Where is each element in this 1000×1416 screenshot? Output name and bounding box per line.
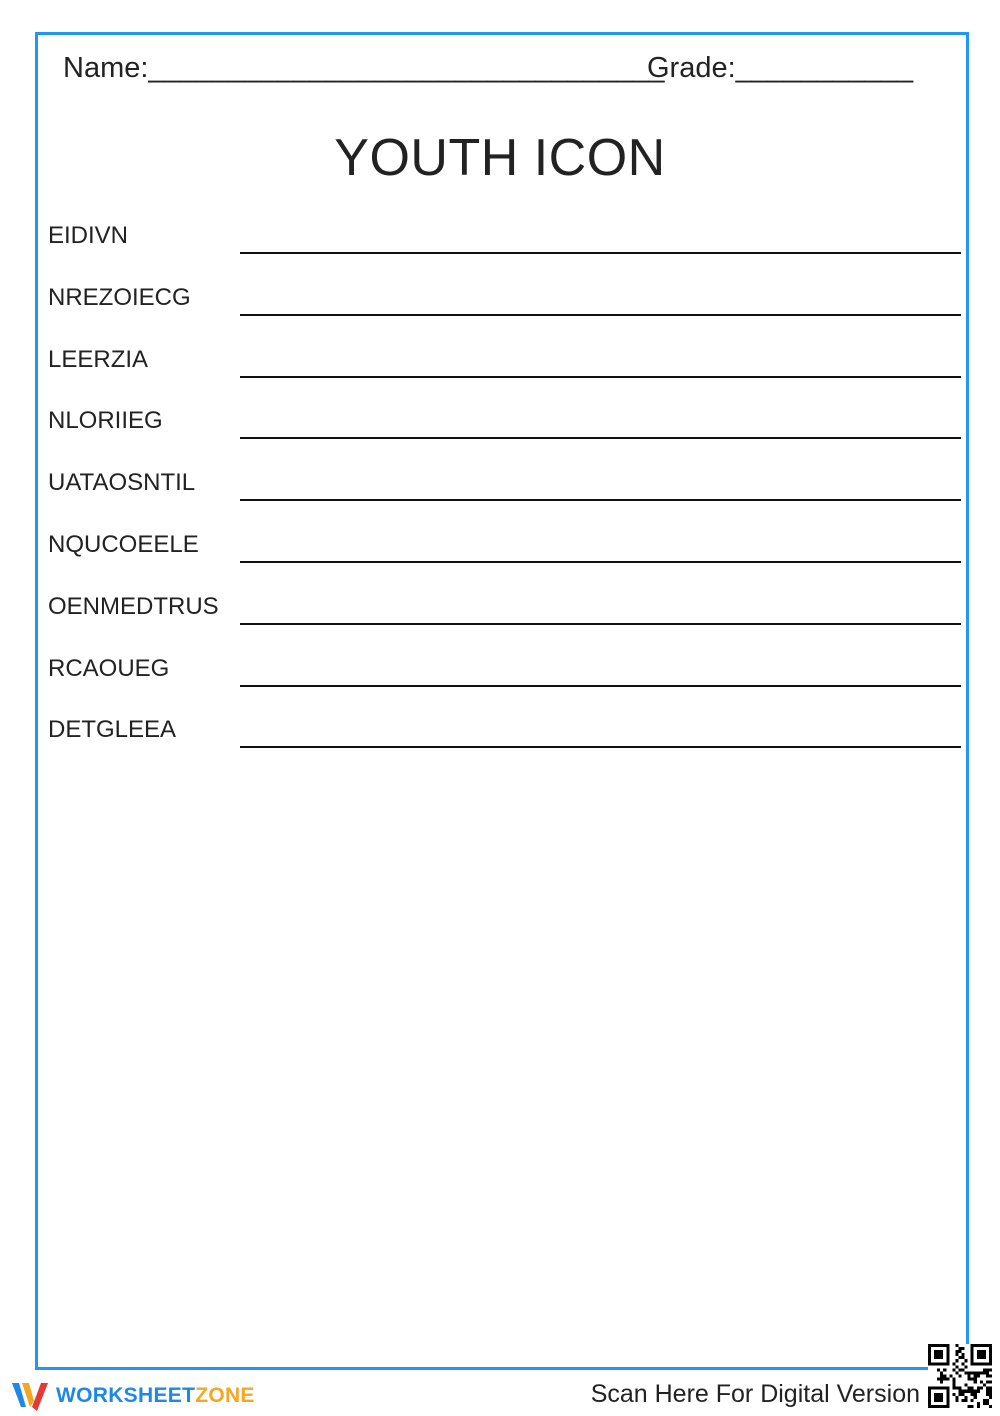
word-row bbox=[48, 346, 961, 408]
word-row bbox=[48, 407, 961, 469]
answer-line[interactable] bbox=[240, 314, 961, 316]
word-row bbox=[48, 655, 961, 717]
scrambled-word: DETGLEEA bbox=[48, 716, 177, 744]
scrambled-word: RCAOUEG bbox=[48, 654, 170, 682]
scrambled-word: NQUCOEELE bbox=[48, 531, 199, 558]
scrambled-word: UATAOSNTIL bbox=[48, 469, 196, 497]
word-row bbox=[48, 716, 961, 778]
scrambled-word: EIDIVN bbox=[48, 222, 129, 249]
word-row bbox=[48, 469, 961, 531]
answer-line[interactable] bbox=[240, 685, 961, 687]
answer-line[interactable] bbox=[240, 561, 961, 563]
answer-line[interactable] bbox=[240, 746, 961, 748]
scrambled-word: LEERZIA bbox=[48, 345, 149, 373]
word-row bbox=[48, 593, 961, 655]
answer-line[interactable] bbox=[240, 499, 961, 501]
worksheet-zone-logo-icon bbox=[10, 1379, 50, 1413]
brand-logo bbox=[10, 1378, 255, 1414]
answer-line[interactable] bbox=[240, 376, 961, 378]
answer-line[interactable] bbox=[240, 623, 961, 625]
qr-code-icon[interactable] bbox=[928, 1344, 992, 1408]
word-row bbox=[48, 284, 961, 346]
answer-line[interactable] bbox=[240, 252, 961, 254]
scan-instruction: Scan Here For Digital Version bbox=[590, 1380, 920, 1408]
word-row bbox=[48, 222, 961, 284]
worksheet-title: YOUTH ICON bbox=[334, 129, 666, 187]
grade-field: Grade:___________ bbox=[647, 52, 914, 84]
scrambled-word: OENMEDTRUS bbox=[48, 592, 219, 620]
brand-name: WORKSHEETZONE bbox=[56, 1384, 255, 1407]
name-field: Name:________________________________ bbox=[63, 52, 665, 84]
answer-line[interactable] bbox=[240, 437, 961, 439]
word-row bbox=[48, 531, 961, 593]
scrambled-word: NREZOIECG bbox=[48, 283, 191, 311]
scrambled-word: NLORIIEG bbox=[48, 407, 163, 435]
